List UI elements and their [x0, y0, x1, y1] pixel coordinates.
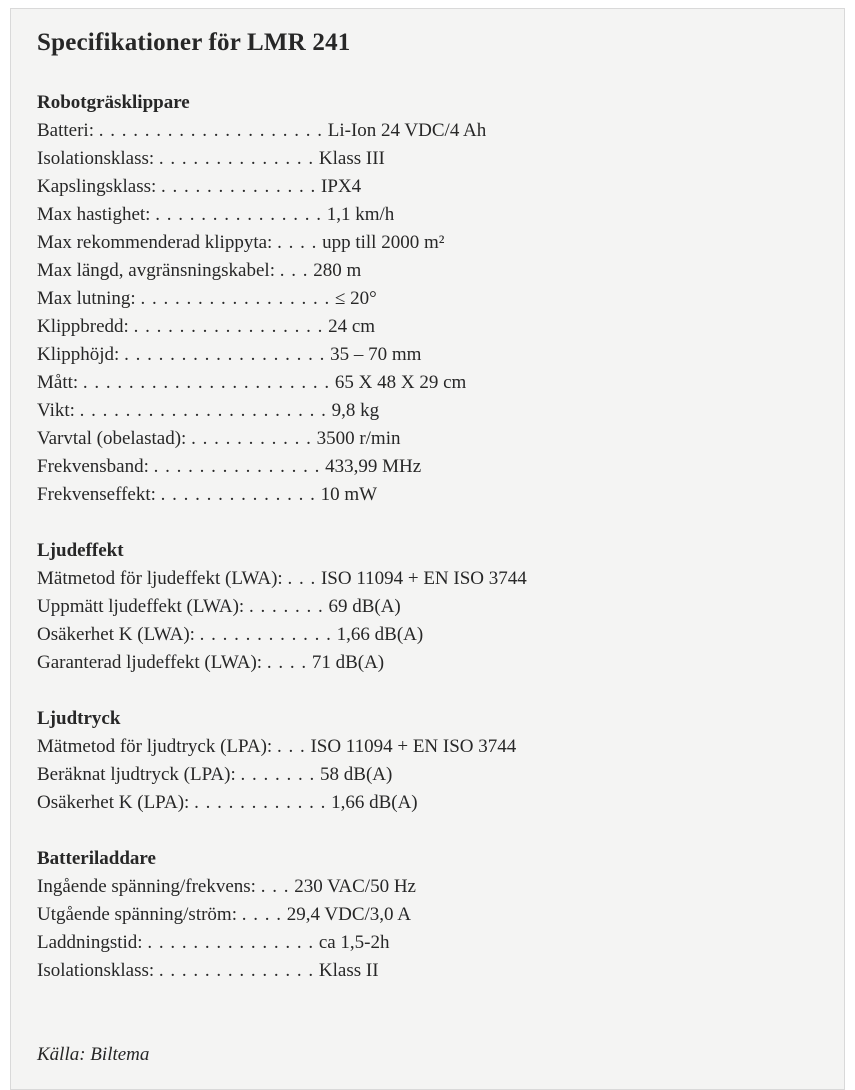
- dot-leader: . . . . . . . . . . . . . .: [158, 960, 315, 981]
- spec-value: 65 X 48 X 29 cm: [330, 372, 467, 393]
- spec-value: 280 m: [308, 260, 362, 281]
- spec-section: [37, 89, 818, 509]
- dot-leader: . . . . . . . . . . . . . . . . . . . . . .: [79, 400, 327, 421]
- dot-leader: . . . . . . . . . . . . . . . . .: [133, 316, 324, 337]
- spec-value: ISO 11094 + EN ISO 3744: [316, 568, 527, 589]
- spec-value: ISO 11094 + EN ISO 3744: [305, 736, 517, 757]
- spec-value: 3500 r/min: [311, 428, 401, 449]
- dot-leader: . . . . . . . . . . . . . . .: [153, 456, 321, 477]
- dot-leader: . . . . . . . . . . . . . .: [158, 148, 315, 169]
- dot-leader: . . . . . . . . . . . . . . . . . . . .: [98, 120, 323, 141]
- spec-row: [37, 257, 818, 285]
- spec-label: Mått:: [37, 372, 83, 393]
- spec-label: Max hastighet:: [37, 204, 156, 225]
- dot-leader: . . . . . . . . . . . . . .: [160, 484, 316, 505]
- spec-value: ca 1,5-2h: [314, 932, 390, 953]
- spec-row: [37, 285, 818, 313]
- dot-leader: . . . .: [241, 904, 282, 925]
- spec-value: 1,66 dB(A): [331, 624, 424, 645]
- spec-label: Frekvenseffekt:: [37, 484, 161, 505]
- spec-label: Varvtal (obelastad):: [37, 428, 192, 449]
- spec-label: Ingående spänning/frekvens:: [37, 876, 261, 897]
- dot-leader: . . .: [287, 568, 317, 589]
- spec-row: [37, 117, 818, 145]
- spec-row: [37, 397, 818, 425]
- spec-value: ≤ 20°: [330, 288, 377, 309]
- dot-leader: . . .: [276, 736, 306, 757]
- spec-section: [37, 537, 818, 677]
- spec-value: 69 dB(A): [323, 596, 401, 617]
- spec-label: Batteri:: [37, 120, 99, 141]
- spec-row: [37, 201, 818, 229]
- spec-label: Mätmetod för ljudeffekt (LWA):: [37, 568, 288, 589]
- spec-section: [37, 845, 818, 985]
- spec-value: 10 mW: [315, 484, 378, 505]
- section-heading: Ljudtryck: [37, 708, 121, 729]
- spec-row: [37, 649, 818, 677]
- spec-row: [37, 481, 818, 509]
- spec-value: 35 – 70 mm: [325, 344, 422, 365]
- dot-leader: . . . . . . . . . . . . . . . . . .: [124, 344, 326, 365]
- spec-label: Kapslingsklass:: [37, 176, 162, 197]
- spec-label: Isolationsklass:: [37, 960, 159, 981]
- spec-value: 230 VAC/50 Hz: [289, 876, 416, 897]
- spec-value: upp till 2000 m²: [317, 232, 445, 253]
- spec-value: 71 dB(A): [307, 652, 385, 673]
- spec-row: [37, 565, 818, 593]
- spec-sections: [37, 89, 818, 985]
- spec-row: [37, 901, 818, 929]
- spec-value: 1,66 dB(A): [326, 792, 418, 813]
- spec-row: [37, 369, 818, 397]
- spec-label: Max längd, avgränsningskabel:: [37, 260, 280, 281]
- section-heading: Batteriladdare: [37, 848, 156, 869]
- dot-leader: . . . . . . . . . . .: [191, 428, 312, 449]
- spec-row: [37, 733, 818, 761]
- spec-value: 24 cm: [323, 316, 376, 337]
- dot-leader: . . . . . . . . . . . . . .: [161, 176, 317, 197]
- spec-value: Klass III: [314, 148, 385, 169]
- dot-leader: . . . .: [277, 232, 318, 253]
- spec-label: Klipphöjd:: [37, 344, 125, 365]
- spec-row: [37, 593, 818, 621]
- spec-value: IPX4: [316, 176, 362, 197]
- spec-row: [37, 621, 818, 649]
- dot-leader: . . . . . . . . . . . . . . . . . . . . . .: [82, 372, 331, 393]
- source-note: Källa: Biltema: [37, 1044, 150, 1065]
- spec-label: Utgående spänning/ström:: [37, 904, 242, 925]
- spec-value: 1,1 km/h: [321, 204, 395, 225]
- dot-leader: . . . . . . . . . . . . . . .: [155, 204, 322, 225]
- spec-row: [37, 229, 818, 257]
- dot-leader: . . .: [260, 876, 290, 897]
- spec-row: [37, 789, 818, 817]
- spec-label: Osäkerhet K (LPA):: [37, 792, 195, 813]
- spec-card: [10, 8, 845, 1090]
- spec-label: Frekvensband:: [37, 456, 154, 477]
- spec-label: Laddningstid:: [37, 932, 148, 953]
- section-rows: [37, 733, 818, 817]
- spec-value: 29,4 VDC/3,0 A: [282, 904, 411, 925]
- spec-row: [37, 341, 818, 369]
- spec-row: [37, 873, 818, 901]
- dot-leader: . . . . . . . . . . . .: [194, 792, 327, 813]
- section-rows: [37, 117, 818, 509]
- page-title: Specifikationer för LMR 241: [37, 29, 351, 56]
- spec-row: [37, 425, 818, 453]
- dot-leader: . . . . . . .: [248, 596, 324, 617]
- spec-label: Mätmetod för ljudtryck (LPA):: [37, 736, 277, 757]
- spec-value: 58 dB(A): [315, 764, 393, 785]
- dot-leader: . . . .: [266, 652, 308, 673]
- spec-label: Garanterad ljudeffekt (LWA):: [37, 652, 267, 673]
- spec-label: Klippbredd:: [37, 316, 134, 337]
- spec-label: Uppmätt ljudeffekt (LWA):: [37, 596, 249, 617]
- spec-row: [37, 145, 818, 173]
- spec-label: Beräknat ljudtryck (LPA):: [37, 764, 241, 785]
- spec-value: 433,99 MHz: [320, 456, 422, 477]
- spec-label: Isolationsklass:: [37, 148, 159, 169]
- spec-row: [37, 957, 818, 985]
- dot-leader: . . . . . . .: [240, 764, 316, 785]
- spec-label: Vikt:: [37, 400, 80, 421]
- spec-label: Max lutning:: [37, 288, 141, 309]
- spec-label: Osäkerhet K (LWA):: [37, 624, 200, 645]
- dot-leader: . . . . . . . . . . . .: [199, 624, 332, 645]
- section-heading: Robotgräsklippare: [37, 92, 190, 113]
- section-heading: Ljudeffekt: [37, 540, 124, 561]
- section-rows: [37, 565, 818, 677]
- section-rows: [37, 873, 818, 985]
- spec-row: [37, 313, 818, 341]
- spec-value: Li-Ion 24 VDC/4 Ah: [322, 120, 487, 141]
- spec-row: [37, 453, 818, 481]
- spec-value: Klass II: [314, 960, 379, 981]
- spec-row: [37, 929, 818, 957]
- dot-leader: . . . . . . . . . . . . . . . . .: [140, 288, 331, 309]
- spec-row: [37, 761, 818, 789]
- dot-leader: . . . . . . . . . . . . . . .: [147, 932, 315, 953]
- spec-value: 9,8 kg: [326, 400, 380, 421]
- spec-label: Max rekommenderad klippyta:: [37, 232, 278, 253]
- spec-row: [37, 173, 818, 201]
- spec-section: [37, 705, 818, 817]
- dot-leader: . . .: [279, 260, 309, 281]
